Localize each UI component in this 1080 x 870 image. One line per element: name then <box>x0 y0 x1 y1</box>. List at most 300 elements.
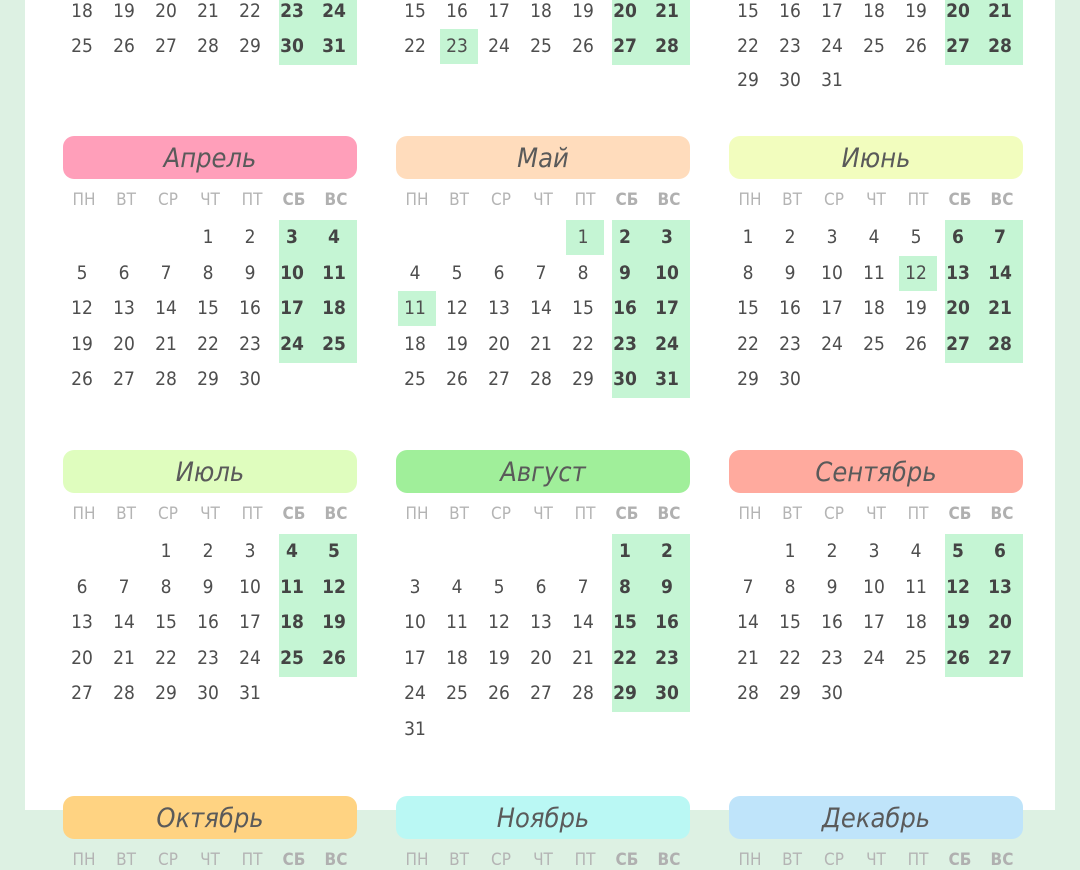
month-name: Октябрь <box>156 802 264 834</box>
day-cell[interactable]: 2 <box>661 540 673 562</box>
day-cell[interactable]: 29 <box>197 368 219 390</box>
day-cell[interactable]: 4 <box>868 226 880 248</box>
day-cell[interactable]: 21 <box>655 0 679 22</box>
day-cell[interactable]: 17 <box>404 646 426 669</box>
day-cell[interactable]: 7 <box>535 261 547 284</box>
day-cell[interactable]: 13 <box>113 297 135 319</box>
day-cell[interactable]: 13 <box>71 611 93 633</box>
day-cell[interactable]: 26 <box>322 646 346 669</box>
day-cell[interactable]: 25 <box>863 332 885 355</box>
day-cell[interactable]: 14 <box>113 611 135 633</box>
day-cell[interactable]: 17 <box>488 0 510 22</box>
weekday-label: ВС <box>324 190 348 210</box>
day-cell[interactable]: 31 <box>821 69 843 91</box>
day-cell[interactable]: 2 <box>826 540 838 562</box>
day-cell[interactable]: 19 <box>446 332 468 355</box>
day-cell[interactable]: 22 <box>779 646 801 669</box>
day-cell[interactable]: 29 <box>737 69 759 91</box>
day-cell[interactable]: 31 <box>655 368 679 390</box>
day-cell[interactable]: 13 <box>988 575 1012 598</box>
day-cell[interactable]: 19 <box>905 297 927 319</box>
day-cell[interactable]: 24 <box>655 332 679 355</box>
day-cell[interactable]: 1 <box>577 226 589 248</box>
day-cell[interactable]: 12 <box>946 575 970 598</box>
day-cell[interactable]: 11 <box>905 575 927 598</box>
day-cell[interactable]: 28 <box>155 368 177 390</box>
day-cell[interactable]: 8 <box>577 261 589 284</box>
day-cell[interactable]: 21 <box>530 332 552 355</box>
day-cell[interactable]: 30 <box>779 69 801 91</box>
day-cell[interactable]: 19 <box>572 0 594 22</box>
weekday-label: ВТ <box>782 504 802 524</box>
day-cell[interactable]: 1 <box>784 540 796 562</box>
day-cell[interactable]: 25 <box>530 34 552 57</box>
day-cell[interactable]: 1 <box>619 540 631 562</box>
day-cell[interactable]: 9 <box>826 575 838 598</box>
day-cell[interactable]: 27 <box>946 332 970 355</box>
weekday-label: ВТ <box>116 504 136 524</box>
day-cell[interactable]: 15 <box>613 611 637 633</box>
day-cell[interactable]: 18 <box>71 0 93 22</box>
day-cell[interactable]: 6 <box>994 540 1006 562</box>
day-cell[interactable]: 24 <box>488 34 510 57</box>
day-cell[interactable]: 12 <box>446 297 468 319</box>
day-cell[interactable]: 24 <box>863 646 885 669</box>
day-cell[interactable]: 26 <box>113 34 135 57</box>
day-cell[interactable]: 20 <box>613 0 637 22</box>
day-cell[interactable]: 25 <box>446 682 468 704</box>
weekday-label: СР <box>491 850 511 870</box>
day-cell[interactable]: 15 <box>404 0 426 22</box>
day-cell[interactable]: 3 <box>826 226 838 248</box>
day-cell[interactable]: 2 <box>619 226 631 248</box>
day-cell[interactable]: 1 <box>742 226 754 248</box>
weekday-label: СР <box>491 190 511 210</box>
day-cell[interactable]: 30 <box>239 368 261 390</box>
day-cell[interactable]: 13 <box>530 611 552 633</box>
day-cell[interactable]: 27 <box>988 646 1012 669</box>
day-cell[interactable]: 11 <box>280 575 304 598</box>
day-cell[interactable]: 19 <box>488 646 510 669</box>
weekday-label: ПН <box>738 504 762 524</box>
day-cell[interactable]: 21 <box>988 0 1012 22</box>
weekday-label: ЧТ <box>200 190 220 210</box>
weekday-label: ПН <box>405 504 429 524</box>
day-cell[interactable]: 22 <box>239 0 261 22</box>
day-cell[interactable]: 4 <box>286 540 298 562</box>
weekday-label: СР <box>158 190 178 210</box>
day-cell[interactable]: 26 <box>572 34 594 57</box>
month-dec <box>729 0 1023 870</box>
day-cell[interactable]: 26 <box>488 682 510 704</box>
day-cell[interactable]: 31 <box>239 682 261 704</box>
day-cell[interactable]: 13 <box>946 261 970 284</box>
day-cell[interactable]: 21 <box>197 0 219 22</box>
day-cell[interactable]: 28 <box>988 34 1012 57</box>
weekday-label: СР <box>158 850 178 870</box>
weekday-label: ПТ <box>241 190 263 210</box>
day-cell[interactable]: 27 <box>946 34 970 57</box>
weekday-label: ВТ <box>116 850 136 870</box>
weekday-label: ПН <box>405 850 429 870</box>
day-cell[interactable]: 23 <box>239 332 261 355</box>
day-cell[interactable]: 22 <box>737 34 759 57</box>
day-cell[interactable]: 25 <box>905 646 927 669</box>
day-cell[interactable]: 18 <box>530 0 552 22</box>
day-cell[interactable]: 27 <box>71 682 93 704</box>
day-cell[interactable]: 19 <box>71 332 93 355</box>
weekday-label: ВТ <box>116 190 136 210</box>
weekday-label: СР <box>824 504 844 524</box>
day-cell[interactable]: 3 <box>244 540 256 562</box>
day-cell[interactable]: 4 <box>910 540 922 562</box>
day-cell[interactable]: 7 <box>160 261 172 284</box>
day-cell[interactable]: 5 <box>451 261 463 284</box>
weekday-label: СБ <box>615 850 639 870</box>
day-cell[interactable]: 18 <box>905 611 927 633</box>
day-cell[interactable]: 6 <box>952 226 964 248</box>
day-cell[interactable]: 18 <box>404 332 426 355</box>
day-cell[interactable]: 22 <box>737 332 759 355</box>
day-cell[interactable]: 24 <box>322 0 346 22</box>
month-header-dec <box>729 796 1023 839</box>
day-cell[interactable]: 11 <box>446 611 468 633</box>
weekday-label: ВТ <box>449 850 469 870</box>
day-cell[interactable]: 1 <box>160 540 172 562</box>
day-cell[interactable]: 25 <box>322 332 346 355</box>
month-name: Август <box>500 456 586 488</box>
day-cell[interactable]: 10 <box>280 261 304 284</box>
day-cell[interactable]: 30 <box>613 368 637 390</box>
day-cell[interactable]: 9 <box>784 261 796 284</box>
day-cell[interactable]: 30 <box>779 368 801 390</box>
day-cell[interactable]: 24 <box>821 332 843 355</box>
day-cell[interactable]: 29 <box>572 368 594 390</box>
day-cell[interactable]: 30 <box>821 682 843 704</box>
weekday-label: ВТ <box>782 190 802 210</box>
day-cell[interactable]: 18 <box>322 297 346 319</box>
weekday-label: ВС <box>324 504 348 524</box>
weekday-label: ВС <box>990 504 1014 524</box>
weekday-label: СБ <box>615 190 639 210</box>
weekday-label: ВТ <box>449 190 469 210</box>
day-cell[interactable]: 30 <box>197 682 219 704</box>
weekday-label: СБ <box>948 504 972 524</box>
weekday-label: ЧТ <box>533 190 553 210</box>
day-cell[interactable]: 5 <box>76 261 88 284</box>
day-cell[interactable]: 31 <box>322 34 346 57</box>
day-cell[interactable]: 29 <box>737 368 759 390</box>
day-cell[interactable]: 22 <box>197 332 219 355</box>
day-cell[interactable]: 28 <box>113 682 135 704</box>
weekday-label: ПТ <box>907 850 929 870</box>
weekday-label: СР <box>491 504 511 524</box>
day-cell[interactable]: 16 <box>655 611 679 633</box>
day-cell[interactable]: 2 <box>244 226 256 248</box>
day-cell[interactable]: 7 <box>118 575 130 598</box>
weekday-label: ВТ <box>449 504 469 524</box>
weekday-label: ПТ <box>907 190 929 210</box>
weekday-label: ПН <box>72 190 96 210</box>
day-cell[interactable]: 6 <box>535 575 547 598</box>
day-cell[interactable]: 29 <box>155 682 177 704</box>
day-cell[interactable]: 21 <box>988 297 1012 319</box>
day-cell[interactable]: 20 <box>946 297 970 319</box>
day-cell[interactable]: 16 <box>239 297 261 319</box>
weekday-label: ЧТ <box>866 190 886 210</box>
day-cell[interactable]: 29 <box>779 682 801 704</box>
day-cell[interactable]: 12 <box>71 297 93 319</box>
day-cell[interactable]: 28 <box>197 34 219 57</box>
weekday-label: ЧТ <box>533 504 553 524</box>
month-name: Апрель <box>163 142 257 174</box>
month-name: Сентябрь <box>815 456 937 488</box>
day-cell[interactable]: 24 <box>280 332 304 355</box>
weekday-label: ВС <box>324 850 348 870</box>
weekday-label: ПН <box>72 504 96 524</box>
day-cell[interactable]: 17 <box>821 297 843 319</box>
day-cell[interactable]: 10 <box>239 575 261 598</box>
day-cell[interactable]: 31 <box>404 717 426 740</box>
day-cell[interactable]: 4 <box>451 575 463 598</box>
day-cell[interactable]: 16 <box>613 297 637 319</box>
day-cell[interactable]: 23 <box>821 646 843 669</box>
day-cell[interactable]: 15 <box>197 297 219 319</box>
day-cell[interactable]: 2 <box>784 226 796 248</box>
month-nov <box>396 0 690 870</box>
weekday-label: СБ <box>282 850 306 870</box>
day-cell[interactable]: 15 <box>572 297 594 319</box>
day-cell[interactable]: 18 <box>863 297 885 319</box>
day-cell[interactable]: 10 <box>821 261 843 284</box>
day-cell[interactable]: 10 <box>655 261 679 284</box>
day-cell[interactable]: 6 <box>493 261 505 284</box>
day-cell[interactable]: 20 <box>946 0 970 22</box>
day-cell[interactable]: 4 <box>328 226 340 248</box>
day-cell[interactable]: 19 <box>113 0 135 22</box>
weekday-label: СБ <box>948 190 972 210</box>
day-cell[interactable]: 20 <box>488 332 510 355</box>
day-cell[interactable]: 9 <box>661 575 673 598</box>
day-cell[interactable]: 26 <box>905 332 927 355</box>
day-cell[interactable]: 9 <box>202 575 214 598</box>
day-cell[interactable]: 14 <box>737 611 759 633</box>
day-cell[interactable]: 22 <box>613 646 637 669</box>
day-cell[interactable]: 23 <box>655 646 679 669</box>
day-cell[interactable]: 16 <box>779 297 801 319</box>
day-cell[interactable]: 17 <box>655 297 679 319</box>
day-cell[interactable]: 8 <box>784 575 796 598</box>
day-cell[interactable]: 24 <box>821 34 843 57</box>
month-header-oct <box>63 796 357 839</box>
day-cell[interactable]: 18 <box>446 646 468 669</box>
calendar-sheet <box>25 0 1055 870</box>
day-cell[interactable]: 17 <box>863 611 885 633</box>
day-cell[interactable]: 6 <box>76 575 88 598</box>
day-cell[interactable]: 20 <box>530 646 552 669</box>
weekday-label: ЧТ <box>533 850 553 870</box>
day-cell[interactable]: 26 <box>905 34 927 57</box>
day-cell[interactable]: 21 <box>113 646 135 669</box>
day-cell[interactable]: 8 <box>619 575 631 598</box>
day-cell[interactable]: 17 <box>821 0 843 22</box>
day-cell[interactable]: 3 <box>409 575 421 598</box>
month-name: Июнь <box>841 142 911 174</box>
day-cell[interactable]: 23 <box>779 34 801 57</box>
day-cell[interactable]: 14 <box>155 297 177 319</box>
day-cell[interactable]: 20 <box>988 611 1012 633</box>
day-cell[interactable]: 25 <box>71 34 93 57</box>
day-cell[interactable]: 9 <box>244 261 256 284</box>
weekday-label: СБ <box>615 504 639 524</box>
month-name: Май <box>517 142 569 174</box>
weekday-label: ПТ <box>241 504 263 524</box>
day-cell[interactable]: 7 <box>994 226 1006 248</box>
day-cell[interactable]: 17 <box>280 297 304 319</box>
day-cell[interactable]: 19 <box>905 0 927 22</box>
day-cell[interactable]: 30 <box>280 34 304 57</box>
day-cell[interactable]: 23 <box>779 332 801 355</box>
day-cell[interactable]: 29 <box>239 34 261 57</box>
day-cell[interactable]: 23 <box>197 646 219 669</box>
weekday-label: СР <box>824 190 844 210</box>
day-cell[interactable]: 29 <box>613 682 637 704</box>
weekday-label: ЧТ <box>200 504 220 524</box>
weekday-label: ПТ <box>241 850 263 870</box>
day-cell[interactable]: 28 <box>988 332 1012 355</box>
day-cell[interactable]: 15 <box>737 0 759 22</box>
weekday-label: ВС <box>990 190 1014 210</box>
day-cell[interactable]: 27 <box>155 34 177 57</box>
day-cell[interactable]: 26 <box>946 646 970 669</box>
day-cell[interactable]: 15 <box>779 611 801 633</box>
weekday-label: СР <box>158 504 178 524</box>
day-cell[interactable]: 28 <box>530 368 552 390</box>
day-cell[interactable]: 27 <box>530 682 552 704</box>
day-cell[interactable]: 9 <box>619 261 631 284</box>
day-cell[interactable]: 16 <box>779 0 801 22</box>
weekday-label: ВТ <box>782 850 802 870</box>
weekday-label: ПН <box>72 850 96 870</box>
day-cell[interactable]: 8 <box>160 575 172 598</box>
weekday-label: ЧТ <box>866 850 886 870</box>
day-cell[interactable]: 7 <box>577 575 589 598</box>
day-cell[interactable]: 25 <box>863 34 885 57</box>
day-cell[interactable]: 27 <box>613 34 637 57</box>
day-cell[interactable]: 8 <box>202 261 214 284</box>
weekday-label: ПН <box>738 190 762 210</box>
weekday-label: ВС <box>657 190 681 210</box>
day-cell[interactable]: 22 <box>404 34 426 57</box>
day-cell[interactable]: 24 <box>404 682 426 704</box>
day-cell[interactable]: 26 <box>446 368 468 390</box>
day-cell[interactable]: 30 <box>655 682 679 704</box>
weekday-label: СБ <box>282 190 306 210</box>
day-cell[interactable]: 28 <box>655 34 679 57</box>
day-cell[interactable]: 7 <box>742 575 754 598</box>
month-name: Ноябрь <box>496 802 590 834</box>
day-cell[interactable]: 14 <box>988 261 1012 284</box>
day-cell[interactable]: 3 <box>661 226 673 248</box>
day-cell[interactable]: 27 <box>488 368 510 390</box>
day-cell[interactable]: 23 <box>280 0 304 22</box>
day-cell[interactable]: 21 <box>737 646 759 669</box>
day-cell[interactable]: 15 <box>737 297 759 319</box>
day-cell[interactable]: 19 <box>322 611 346 633</box>
day-cell[interactable]: 3 <box>286 226 298 248</box>
month-header-nov <box>396 796 690 839</box>
day-cell[interactable]: 1 <box>202 226 214 248</box>
day-cell[interactable]: 3 <box>868 540 880 562</box>
weekday-label: ЧТ <box>866 504 886 524</box>
day-cell[interactable]: 5 <box>493 575 505 598</box>
day-cell[interactable]: 22 <box>155 646 177 669</box>
day-cell[interactable]: 24 <box>239 646 261 669</box>
day-cell[interactable]: 12 <box>488 611 510 633</box>
weekday-label: ЧТ <box>200 850 220 870</box>
day-cell[interactable]: 15 <box>155 611 177 633</box>
day-cell[interactable]: 16 <box>446 0 468 22</box>
day-cell[interactable]: 6 <box>118 261 130 284</box>
day-cell[interactable]: 11 <box>863 261 885 284</box>
day-cell[interactable]: 4 <box>409 261 421 284</box>
day-cell[interactable]: 26 <box>71 368 93 390</box>
day-cell[interactable]: 20 <box>113 332 135 355</box>
day-cell[interactable]: 16 <box>821 611 843 633</box>
day-cell[interactable]: 18 <box>863 0 885 22</box>
day-cell[interactable]: 18 <box>280 611 304 633</box>
day-cell[interactable]: 5 <box>952 540 964 562</box>
month-name: Декабрь <box>821 802 931 834</box>
weekday-label: ВС <box>990 850 1014 870</box>
day-cell[interactable]: 21 <box>155 332 177 355</box>
weekday-label: ПН <box>738 850 762 870</box>
day-cell[interactable]: 16 <box>197 611 219 633</box>
day-cell[interactable]: 20 <box>71 646 93 669</box>
day-cell[interactable]: 25 <box>404 368 426 390</box>
day-cell[interactable]: 28 <box>572 682 594 704</box>
day-cell[interactable]: 5 <box>910 226 922 248</box>
day-cell[interactable]: 17 <box>239 611 261 633</box>
day-cell[interactable]: 13 <box>488 297 510 319</box>
day-cell[interactable]: 21 <box>572 646 594 669</box>
day-cell[interactable]: 10 <box>404 611 426 633</box>
day-cell[interactable]: 11 <box>404 297 426 319</box>
day-cell[interactable]: 25 <box>280 646 304 669</box>
day-cell[interactable]: 11 <box>322 261 346 284</box>
weekday-label: СБ <box>282 504 306 524</box>
weekday-label: СБ <box>948 850 972 870</box>
day-cell[interactable]: 23 <box>446 34 468 57</box>
day-cell[interactable]: 20 <box>155 0 177 22</box>
day-cell[interactable]: 23 <box>613 332 637 355</box>
day-cell[interactable]: 8 <box>742 261 754 284</box>
day-cell[interactable]: 14 <box>572 611 594 633</box>
weekday-label: СР <box>824 850 844 870</box>
day-cell[interactable]: 14 <box>530 297 552 319</box>
day-cell[interactable]: 22 <box>572 332 594 355</box>
day-cell[interactable]: 27 <box>113 368 135 390</box>
weekday-label: ВС <box>657 850 681 870</box>
day-cell[interactable]: 28 <box>737 682 759 704</box>
day-cell[interactable]: 5 <box>328 540 340 562</box>
day-cell[interactable]: 12 <box>322 575 346 598</box>
day-cell[interactable]: 19 <box>946 611 970 633</box>
day-cell[interactable]: 10 <box>863 575 885 598</box>
day-cell[interactable]: 2 <box>202 540 214 562</box>
weekday-label: ПТ <box>574 190 596 210</box>
day-cell[interactable]: 12 <box>905 261 927 284</box>
